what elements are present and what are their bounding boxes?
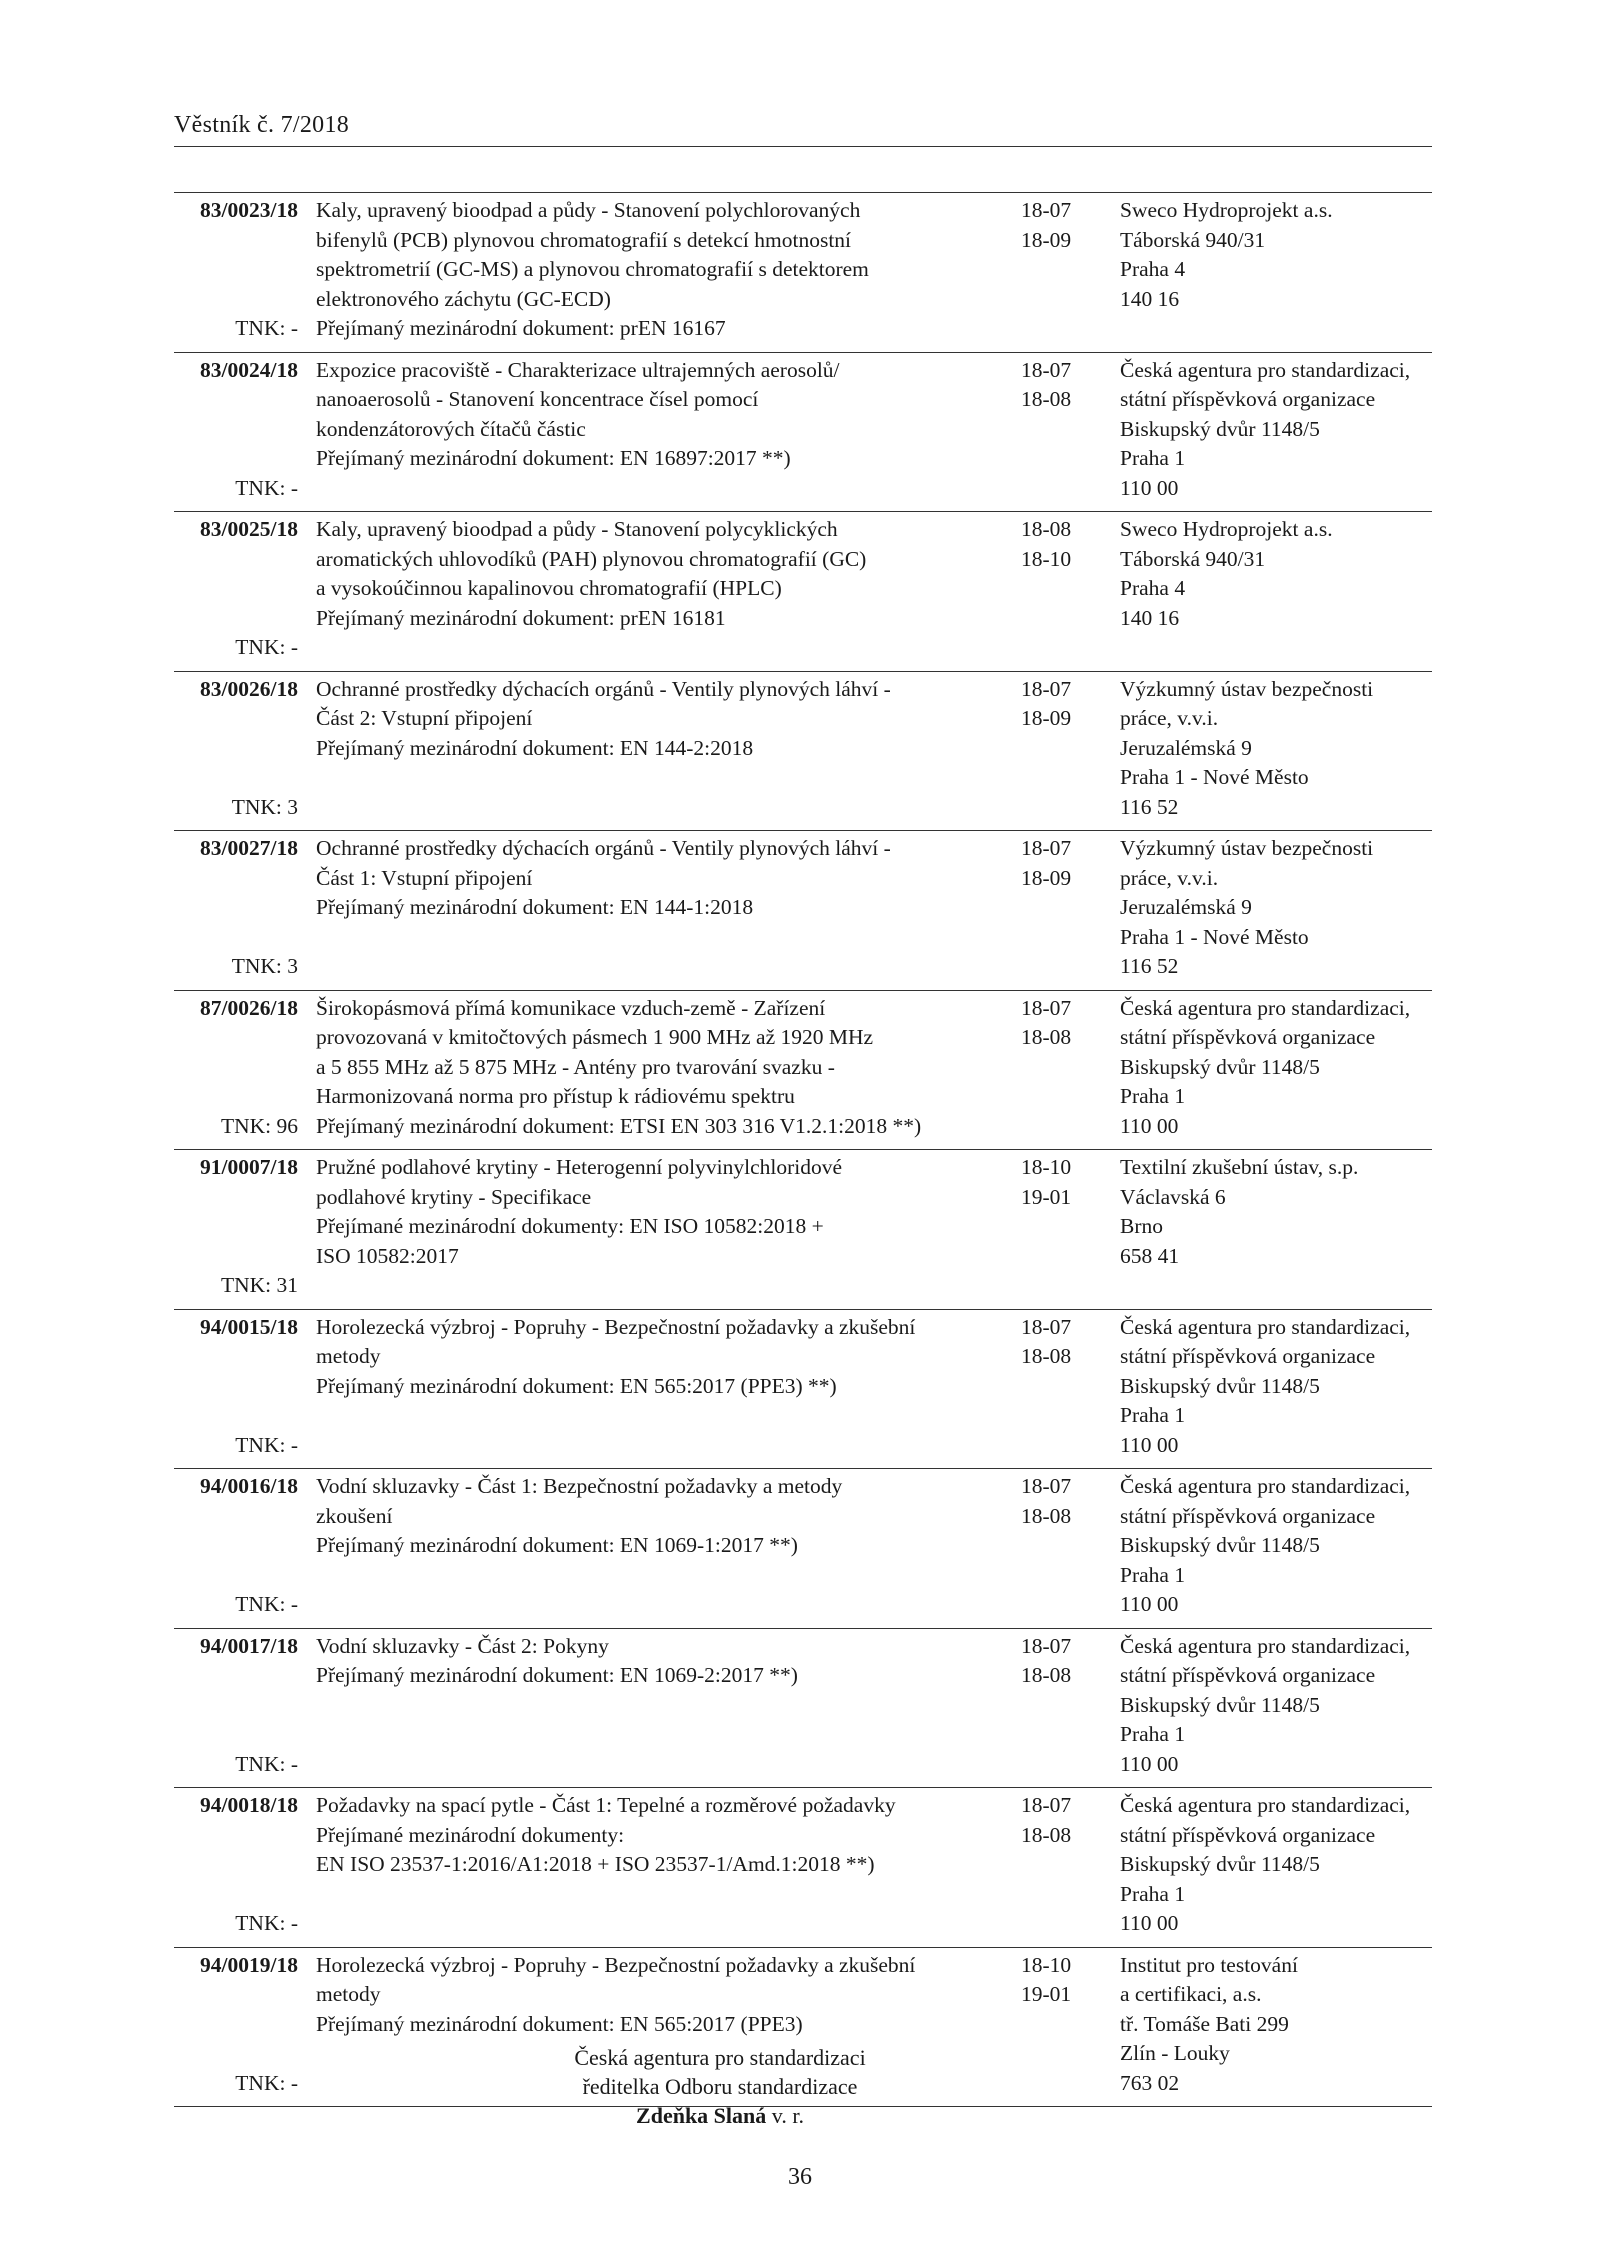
entry-tnk: TNK: 3 — [231, 954, 298, 978]
entry-organization-line: Biskupský dvůr 1148/5 — [1120, 416, 1320, 441]
entry-title-line: aromatických uhlovodíků (PAH) plynovou chromatografií (GC) — [316, 546, 867, 571]
entry-date: 18-07 — [1021, 995, 1072, 1020]
entry-organization-line: 110 00 — [1120, 1751, 1179, 1776]
entry-organization-line: 116 52 — [1120, 954, 1179, 978]
entry-date: 18-07 — [1021, 1633, 1072, 1658]
entry-title-cell — [312, 831, 1021, 991]
entry-date: 18-07 — [1021, 357, 1072, 382]
page-header-title: Věstník č. 7/2018 — [174, 112, 350, 138]
entry-organization-line: Zlín - Louky — [1120, 2041, 1230, 2065]
entry-organization-line: 110 00 — [1120, 475, 1179, 500]
entry-title-line: Vodní skluzavky - Část 2: Pokyny — [316, 1633, 609, 1658]
entry-title-cell — [312, 193, 1021, 353]
entry-title-line: spektrometrií (GC-MS) a plynovou chromatografií s detektorem — [316, 257, 869, 281]
entry-date: 18-08 — [1021, 1663, 1072, 1687]
entry-title-line: Kaly, upravený bioodpad a půdy - Stanovení polychlorovaných — [316, 198, 861, 222]
entry-tnk: TNK: - — [235, 1751, 298, 1776]
entry-dates-cell — [1021, 1150, 1120, 1310]
entry-date: 18-08 — [1021, 517, 1072, 541]
entry-organization-line: Biskupský dvůr 1148/5 — [1120, 1373, 1320, 1398]
entry-code-cell — [174, 990, 312, 1150]
entry-title-line: ISO 10582:2017 — [316, 1243, 459, 1268]
entry-code: 94/0015/18 — [200, 1314, 298, 1339]
entry-code: 94/0019/18 — [200, 1952, 298, 1977]
entry-title-line: Přejímaný mezinárodní dokument: ETSI EN 303 316 V1.2.1:2018 **) — [316, 1113, 922, 1138]
entry-title-line: bifenylů (PCB) plynovou chromatografií s detekcí hmotnostní — [316, 227, 852, 252]
entry-organization-line: Česká agentura pro standardizaci, — [1120, 1793, 1411, 1817]
header-rule — [174, 146, 1432, 147]
entry-date: 18-07 — [1021, 198, 1072, 222]
entry-title-cell — [312, 1628, 1021, 1788]
entry-code-cell — [174, 193, 312, 353]
entry-organization-line: Česká agentura pro standardizaci, — [1120, 1633, 1411, 1658]
entry-organization-line: státní příspěvková organizace — [1120, 1663, 1376, 1687]
entry-title-line: Přejímaný mezinárodní dokument: EN 16897:2017 **) — [316, 446, 791, 470]
entry-code: 83/0023/18 — [200, 198, 298, 222]
entry-title-line: Přejímaný mezinárodní dokument: prEN 16181 — [316, 605, 726, 630]
entry-title-line: Horolezecká výzbroj - Popruhy - Bezpečnostní požadavky a zkušební — [316, 1952, 916, 1977]
entry-code: 83/0027/18 — [200, 836, 298, 860]
entry-organization-line: Praha 1 — [1120, 1722, 1186, 1746]
entry-title-line: Expozice pracoviště - Charakterizace ultrajemných aerosolů/ — [316, 357, 840, 382]
entry-title-line: provozovaná v kmitočtových pásmech 1 900 MHz až 1920 MHz — [316, 1025, 874, 1049]
entry-organization-line: 110 00 — [1120, 1432, 1179, 1457]
entry-title-cell — [312, 1309, 1021, 1469]
entry-dates-cell — [1021, 1309, 1120, 1469]
entry-date: 18-08 — [1021, 1025, 1072, 1049]
entry-title-line: Přejímaný mezinárodní dokument: EN 144-2:2018 — [316, 735, 754, 760]
entry-date: 18-10 — [1021, 1952, 1072, 1977]
entry-title-line: Horolezecká výzbroj - Popruhy - Bezpečnostní požadavky a zkušební — [316, 1314, 916, 1339]
entry-tnk: TNK: - — [235, 635, 298, 659]
entry-organization-line: státní příspěvková organizace — [1120, 387, 1376, 411]
signature-name: Zdeňka Slaná — [636, 2103, 767, 2128]
entry-organization-line: Biskupský dvůr 1148/5 — [1120, 1692, 1320, 1717]
entry-organization-line: Táborská 940/31 — [1120, 546, 1266, 571]
entry-dates-cell — [1021, 671, 1120, 831]
entry-organization-line: práce, v.v.i. — [1120, 865, 1219, 890]
entry-title-line: Přejímané mezinárodní dokumenty: EN ISO 10582:2018 + — [316, 1214, 824, 1238]
table-row — [174, 352, 1432, 512]
entry-code: 94/0018/18 — [200, 1793, 298, 1817]
entry-code-cell — [174, 1150, 312, 1310]
entry-date: 18-09 — [1021, 865, 1072, 890]
entry-organization-cell — [1120, 193, 1432, 353]
table-row — [174, 1628, 1432, 1788]
entry-organization-line: Praha 1 — [1120, 1881, 1186, 1906]
entry-date: 18-10 — [1021, 1155, 1072, 1179]
entry-title-line: Přejímaný mezinárodní dokument: EN 565:2017 (PPE3) **) — [316, 1373, 837, 1398]
entry-title-line: Kaly, upravený bioodpad a půdy - Stanovení polycyklických — [316, 517, 838, 541]
entry-title-line: kondenzátorových čítačů částic — [316, 416, 586, 441]
entry-title-cell — [312, 1788, 1021, 1948]
entry-title-cell — [312, 512, 1021, 672]
entry-organization-cell — [1120, 1469, 1432, 1629]
table-row — [174, 1788, 1432, 1948]
entry-tnk: TNK: - — [235, 316, 298, 340]
entry-title-line: Požadavky na spací pytle - Část 1: Tepelné a rozměrové požadavky — [316, 1793, 896, 1817]
entry-organization-line: Jeruzalémská 9 — [1120, 735, 1252, 760]
entry-organization-cell — [1120, 671, 1432, 831]
entry-organization-cell — [1120, 512, 1432, 672]
entry-dates-cell — [1021, 352, 1120, 512]
entry-title-line: zkoušení — [316, 1503, 393, 1528]
entry-title-cell — [312, 1150, 1021, 1310]
entry-title-line: Část 2: Vstupní připojení — [316, 706, 533, 730]
entry-title-line: Část 1: Vstupní připojení — [316, 865, 533, 890]
entry-title-line: a vysokoúčinnou kapalinovou chromatografií (HPLC) — [316, 576, 782, 600]
entry-title-line: nanoaerosolů - Stanovení koncentrace čísel pomocí — [316, 387, 759, 411]
entry-organization-line: Biskupský dvůr 1148/5 — [1120, 1533, 1320, 1557]
entry-organization-line: státní příspěvková organizace — [1120, 1503, 1376, 1528]
entry-organization-line: Biskupský dvůr 1148/5 — [1120, 1054, 1320, 1079]
entry-date: 18-08 — [1021, 1344, 1072, 1368]
entry-organization-line: Praha 1 — [1120, 1562, 1186, 1587]
entry-organization-line: státní příspěvková organizace — [1120, 1822, 1376, 1847]
entry-date: 18-08 — [1021, 1503, 1072, 1528]
entry-title-line: Přejímaný mezinárodní dokument: EN 565:2017 (PPE3) — [316, 2011, 803, 2036]
entry-title-line: Přejímaný mezinárodní dokument: EN 144-1:2018 — [316, 895, 754, 919]
entry-organization-line: Praha 1 — [1120, 446, 1186, 470]
entry-title-line: Vodní skluzavky - Část 1: Bezpečnostní požadavky a metody — [316, 1474, 843, 1498]
entry-title-line: Ochranné prostředky dýchacích orgánů - Ventily plynových láhví - — [316, 676, 891, 701]
entry-tnk: TNK: - — [235, 2070, 298, 2095]
page-number: 36 — [788, 2164, 812, 2190]
entry-organization-line: státní příspěvková organizace — [1120, 1025, 1376, 1049]
entry-code-cell — [174, 671, 312, 831]
entry-organization-line: Praha 1 - Nové Město — [1120, 765, 1309, 789]
entry-organization-line: Václavská 6 — [1120, 1184, 1226, 1209]
entry-organization-line: 140 16 — [1120, 286, 1180, 311]
entry-title-line: Přejímaný mezinárodní dokument: EN 1069-1:2017 **) — [316, 1533, 798, 1557]
entry-organization-cell — [1120, 1150, 1432, 1310]
entry-organization-line: Táborská 940/31 — [1120, 227, 1266, 252]
entry-code-cell — [174, 352, 312, 512]
entry-organization-line: Praha 4 — [1120, 576, 1186, 600]
entry-code: 83/0025/18 — [200, 517, 298, 541]
entry-date: 19-01 — [1021, 1184, 1072, 1209]
entry-title-line: metody — [316, 1344, 381, 1368]
entry-code: 83/0026/18 — [200, 676, 298, 701]
entry-title-line: Přejímaný mezinárodní dokument: EN 1069-2:2017 **) — [316, 1663, 798, 1687]
entry-organization-cell — [1120, 1628, 1432, 1788]
entry-organization-line: Česká agentura pro standardizaci, — [1120, 1314, 1411, 1339]
entry-organization-line: Praha 1 — [1120, 1084, 1186, 1108]
entry-dates-cell — [1021, 831, 1120, 991]
entry-dates-cell — [1021, 1469, 1120, 1629]
signature-role: ředitelka Odboru standardizace — [582, 2074, 858, 2099]
standards-table — [174, 192, 1432, 2107]
entry-organization-line: Česká agentura pro standardizaci, — [1120, 995, 1411, 1020]
entry-code-cell — [174, 1309, 312, 1469]
entry-title-line: Přejímané mezinárodní dokumenty: — [316, 1822, 625, 1847]
entry-date: 18-09 — [1021, 706, 1072, 730]
entry-title-cell — [312, 671, 1021, 831]
entry-organization-line: Výzkumný ústav bezpečnosti — [1120, 676, 1374, 701]
table-row — [174, 671, 1432, 831]
entry-date: 18-07 — [1021, 1314, 1072, 1339]
entry-title-line: EN ISO 23537-1:2016/A1:2018 + ISO 23537-1/Amd.1:2018 **) — [316, 1852, 875, 1876]
entry-title-line: Přejímaný mezinárodní dokument: prEN 16167 — [316, 316, 726, 340]
entry-title-line: elektronového záchytu (GC-ECD) — [316, 286, 611, 311]
entry-organization-line: státní příspěvková organizace — [1120, 1344, 1376, 1368]
entry-organization-cell — [1120, 990, 1432, 1150]
entry-code-cell — [174, 1469, 312, 1629]
entry-organization-line: 110 00 — [1120, 1592, 1179, 1616]
entry-title-line: metody — [316, 1982, 381, 2006]
entry-organization-line: Sweco Hydroprojekt a.s. — [1120, 517, 1333, 541]
entry-organization-cell — [1120, 1309, 1432, 1469]
entry-tnk: TNK: - — [235, 1592, 298, 1616]
entry-date: 18-07 — [1021, 836, 1072, 860]
entry-date: 18-07 — [1021, 1793, 1072, 1817]
entry-tnk: TNK: 3 — [231, 794, 298, 819]
entry-organization-line: Sweco Hydroprojekt a.s. — [1120, 198, 1333, 222]
entry-organization-line: 140 16 — [1120, 605, 1180, 630]
entry-organization-line: Biskupský dvůr 1148/5 — [1120, 1852, 1320, 1876]
entry-organization-line: Praha 1 — [1120, 1403, 1186, 1427]
entry-date: 18-08 — [1021, 387, 1072, 411]
entry-organization-line: Jeruzalémská 9 — [1120, 895, 1252, 919]
entry-title-line: podlahové krytiny - Specifikace — [316, 1184, 592, 1209]
entry-title-line: Ochranné prostředky dýchacích orgánů - Ventily plynových láhví - — [316, 836, 891, 860]
entry-organization-line: Institut pro testování — [1120, 1952, 1298, 1977]
table-row — [174, 1309, 1432, 1469]
entry-date: 18-07 — [1021, 676, 1072, 701]
entry-title-line: a 5 855 MHz až 5 875 MHz - Antény pro tvarování svazku - — [316, 1054, 835, 1079]
table-row — [174, 512, 1432, 672]
entry-tnk: TNK: - — [235, 475, 298, 500]
entry-organization-cell — [1120, 1788, 1432, 1948]
table-row — [174, 831, 1432, 991]
entry-date: 18-10 — [1021, 546, 1072, 571]
entry-title-cell — [312, 352, 1021, 512]
entry-organization-line: Brno — [1120, 1214, 1163, 1238]
entry-dates-cell — [1021, 193, 1120, 353]
entry-date: 18-08 — [1021, 1822, 1072, 1847]
signature-suffix: v. r. — [766, 2103, 804, 2128]
entry-organization-line: 110 00 — [1120, 1113, 1179, 1138]
entry-code-cell — [174, 831, 312, 991]
entry-code-cell — [174, 1788, 312, 1948]
entry-code: 87/0026/18 — [200, 995, 298, 1020]
entry-organization-line: tř. Tomáše Bati 299 — [1120, 2011, 1289, 2036]
standards-table-body — [174, 193, 1432, 2107]
table-row — [174, 1150, 1432, 1310]
table-row — [174, 990, 1432, 1150]
entry-organization-line: 116 52 — [1120, 794, 1179, 819]
entry-date: 19-01 — [1021, 1982, 1072, 2006]
entry-code: 94/0017/18 — [200, 1633, 298, 1658]
entry-title-cell — [312, 1469, 1021, 1629]
entry-title-line: Širokopásmová přímá komunikace vzduch-země - Zařízení — [316, 995, 826, 1020]
entry-dates-cell — [1021, 1628, 1120, 1788]
entry-dates-cell — [1021, 1788, 1120, 1948]
entry-organization-cell — [1120, 352, 1432, 512]
entry-tnk: TNK: 96 — [220, 1113, 298, 1138]
entry-code-cell — [174, 1628, 312, 1788]
entry-organization-cell — [1120, 831, 1432, 991]
entry-organization-line: Praha 1 - Nové Město — [1120, 924, 1309, 949]
table-row — [174, 193, 1432, 353]
entry-organization-line: Textilní zkušební ústav, s.p. — [1120, 1155, 1359, 1179]
entry-dates-cell — [1021, 990, 1120, 1150]
entry-code: 91/0007/18 — [200, 1155, 298, 1179]
entry-title-line: Harmonizovaná norma pro přístup k rádiovému spektru — [316, 1084, 795, 1108]
entry-code: 94/0016/18 — [200, 1474, 298, 1498]
entry-organization-line: 658 41 — [1120, 1243, 1180, 1268]
signature-line — [0, 2101, 1440, 2130]
entry-code: 83/0024/18 — [200, 357, 298, 382]
entry-tnk: TNK: - — [235, 1432, 298, 1457]
table-row — [174, 1469, 1432, 1629]
entry-organization-line: 763 02 — [1120, 2070, 1180, 2095]
entry-date: 18-07 — [1021, 1474, 1072, 1498]
signature-org: Česká agentura pro standardizaci — [574, 2045, 866, 2070]
entry-organization-line: 110 00 — [1120, 1911, 1179, 1935]
entry-tnk: TNK: 31 — [220, 1273, 298, 1297]
entry-organization-line: Výzkumný ústav bezpečnosti — [1120, 836, 1374, 860]
signature-block — [0, 2043, 1440, 2130]
entry-organization-line: Česká agentura pro standardizaci, — [1120, 1474, 1411, 1498]
entry-title-cell — [312, 990, 1021, 1150]
entry-organization-line: Česká agentura pro standardizaci, — [1120, 357, 1411, 382]
entry-tnk: TNK: - — [235, 1911, 298, 1935]
entry-date: 18-09 — [1021, 227, 1072, 252]
entry-organization-line: Praha 4 — [1120, 257, 1186, 281]
entry-code-cell — [174, 512, 312, 672]
entry-organization-line: práce, v.v.i. — [1120, 706, 1219, 730]
entry-dates-cell — [1021, 512, 1120, 672]
entry-title-line: Pružné podlahové krytiny - Heterogenní polyvinylchloridové — [316, 1155, 843, 1179]
entry-organization-line: a certifikaci, a.s. — [1120, 1982, 1262, 2006]
